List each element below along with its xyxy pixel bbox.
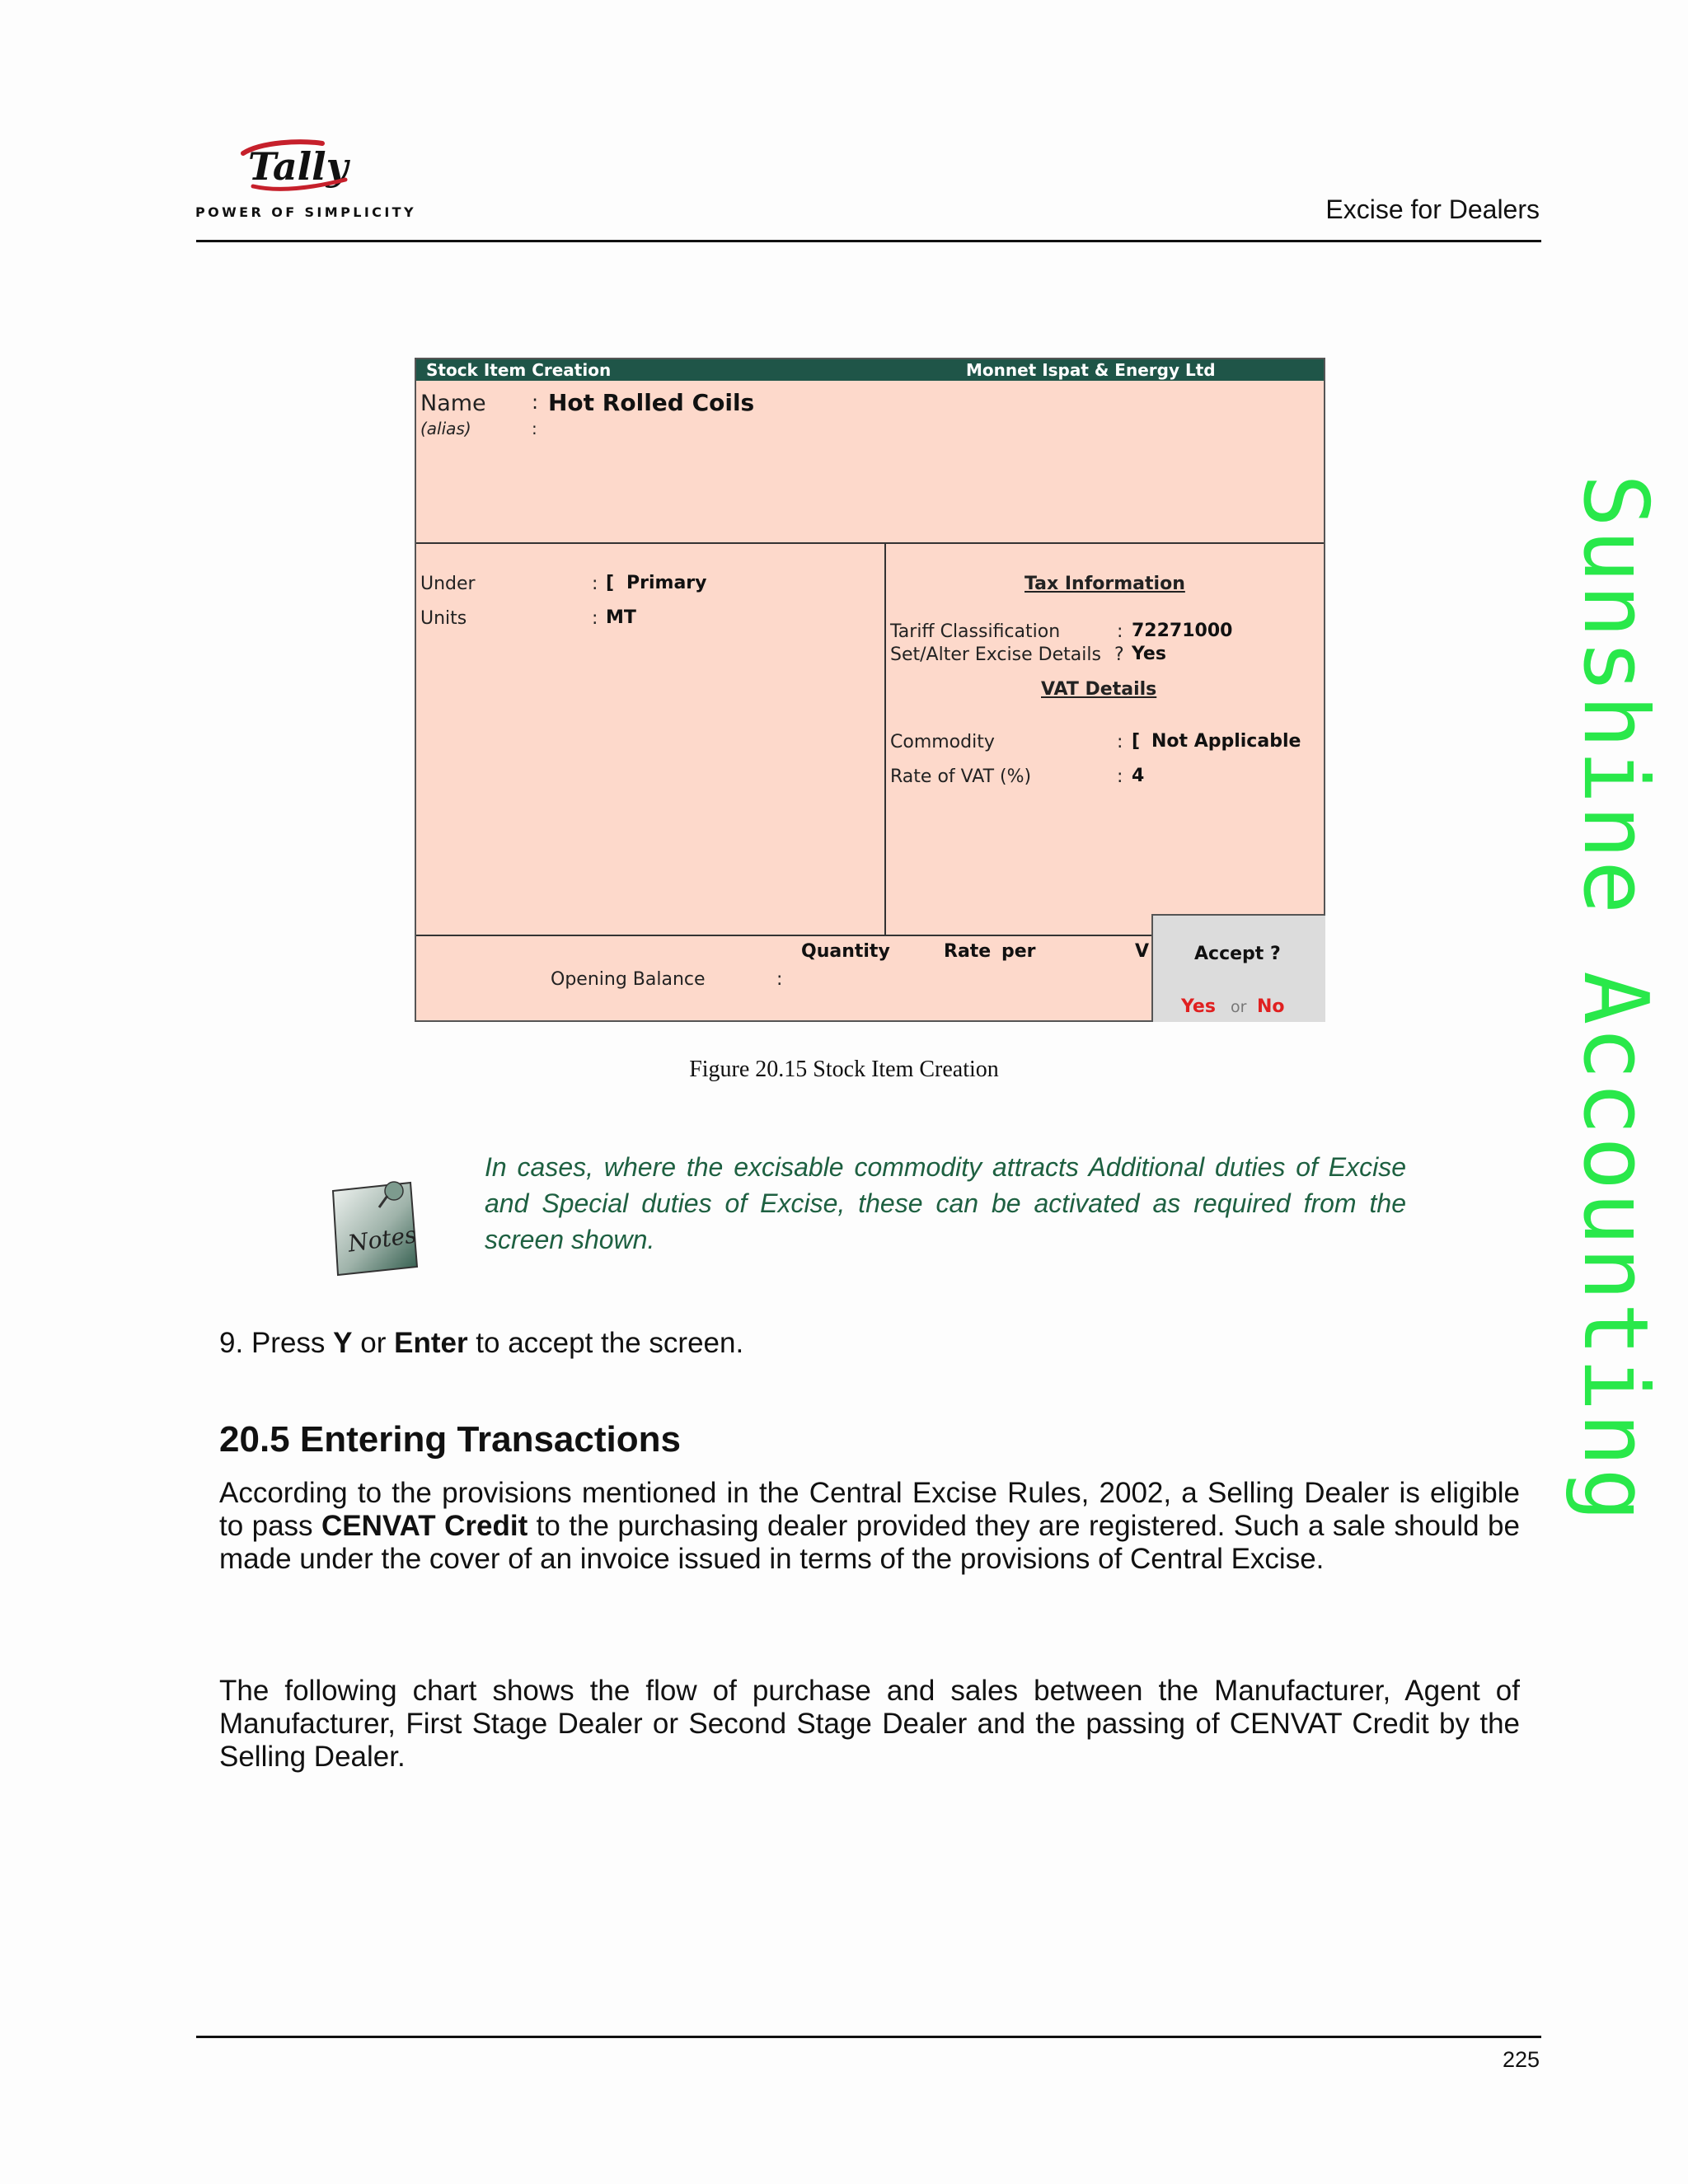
section-paragraph-2: The following chart shows the flow of purchase and sales between the Manufacturer, Agent of Manufacturer, First Stage Dealer or Second Stage Dealer and the passing of CENVAT Credit by the Selling Dealer. — [219, 1675, 1520, 1773]
rate-header: Rate — [944, 941, 992, 962]
opening-balance-label: Opening Balance — [551, 969, 706, 990]
value-header: V — [1135, 941, 1150, 962]
divider-vertical — [884, 542, 886, 935]
step-mid: or — [360, 1327, 387, 1359]
accept-yes-button[interactable]: Yes — [1181, 996, 1216, 1017]
under-field[interactable]: Primary — [626, 573, 707, 593]
step-key-enter: Enter — [394, 1327, 468, 1359]
under-bracket: [ — [606, 573, 615, 593]
vat-rate-field[interactable]: 4 — [1132, 766, 1145, 786]
accept-no-button[interactable]: No — [1257, 996, 1285, 1017]
step-pre: Press — [251, 1327, 326, 1359]
name-field[interactable]: Hot Rolled Coils — [548, 389, 755, 416]
section-heading: 20.5 Entering Transactions — [219, 1419, 681, 1460]
under-colon: : — [592, 574, 598, 594]
screen-titlebar — [416, 359, 1324, 381]
tally-logo-text: Tally — [248, 144, 349, 189]
step-post: to accept the screen. — [476, 1327, 744, 1359]
header-rule — [196, 240, 1541, 242]
figure-caption: Figure 20.15 Stock Item Creation — [689, 1057, 999, 1082]
accept-title: Accept ? — [1194, 944, 1281, 964]
per-header: per — [1001, 941, 1036, 962]
vat-rate-colon: : — [1117, 766, 1123, 787]
commodity-bracket: [ — [1132, 731, 1141, 752]
tally-logo — [195, 132, 416, 227]
tax-info-heading: Tax Information — [1025, 574, 1185, 594]
opening-balance-colon: : — [776, 969, 783, 990]
notes-icon-text: Notes — [346, 1221, 419, 1258]
section-paragraph-1 — [219, 1477, 1520, 1576]
para1-text-a: According to the provisions mentioned in the Central Excise Rules, 2002, a Selling Dealer is eligible to pass — [219, 1477, 1520, 1542]
excise-sep: ? — [1114, 644, 1124, 665]
running-header: Excise for Dealers — [1325, 194, 1540, 224]
excise-label: Set/Alter Excise Details — [890, 644, 1101, 665]
under-label: Under — [420, 574, 476, 594]
notes-icon — [330, 1174, 429, 1282]
para1-text-b: to the purchasing dealer provided they are registered. Such a sale should be made under the cover of an invoice issued in terms of the provisions of Central Excise. — [219, 1510, 1520, 1575]
accept-dialog — [1151, 914, 1325, 1022]
screen-title: Stock Item Creation — [426, 360, 612, 380]
name-label: Name — [420, 391, 486, 416]
commodity-label: Commodity — [890, 732, 995, 752]
watermark — [1543, 474, 1683, 1710]
tariff-label: Tariff Classification — [890, 621, 1061, 642]
divider-top — [416, 542, 1324, 544]
step-9 — [219, 1327, 743, 1360]
vat-rate-label: Rate of VAT (%) — [890, 766, 1032, 787]
commodity-field[interactable]: Not Applicable — [1151, 731, 1301, 752]
footer-rule — [196, 2036, 1541, 2038]
units-colon: : — [592, 608, 598, 629]
vat-details-heading: VAT Details — [1041, 679, 1157, 700]
units-label: Units — [420, 608, 467, 629]
accept-or-text: or — [1231, 998, 1247, 1016]
tally-logo-mark — [237, 132, 352, 198]
notes-text: In cases, where the excisable commodity attracts Additional duties of Excise and Special duties of Excise, these can be activated as required from the screen shown. — [485, 1152, 1406, 1254]
commodity-colon: : — [1117, 732, 1123, 752]
name-colon: : — [532, 391, 539, 414]
units-field[interactable]: MT — [606, 607, 636, 628]
step-key-y: Y — [333, 1327, 353, 1359]
page-number: 225 — [1502, 2047, 1540, 2072]
tariff-colon: : — [1117, 621, 1123, 642]
watermark-text: Sunshine Accounting — [1564, 474, 1667, 1524]
company-name: Monnet Ispat & Energy Ltd — [966, 360, 1216, 380]
quantity-header: Quantity — [801, 941, 890, 962]
para1-bold: CENVAT Credit — [321, 1510, 528, 1542]
excise-field[interactable]: Yes — [1132, 644, 1166, 664]
step-number: 9. — [219, 1327, 244, 1359]
alias-label: (alias) — [420, 419, 471, 438]
alias-colon: : — [532, 419, 537, 438]
stock-item-creation-screenshot — [415, 358, 1325, 1022]
tariff-field[interactable]: 72271000 — [1132, 621, 1233, 641]
brand-tagline: POWER OF SIMPLICITY — [195, 204, 416, 220]
